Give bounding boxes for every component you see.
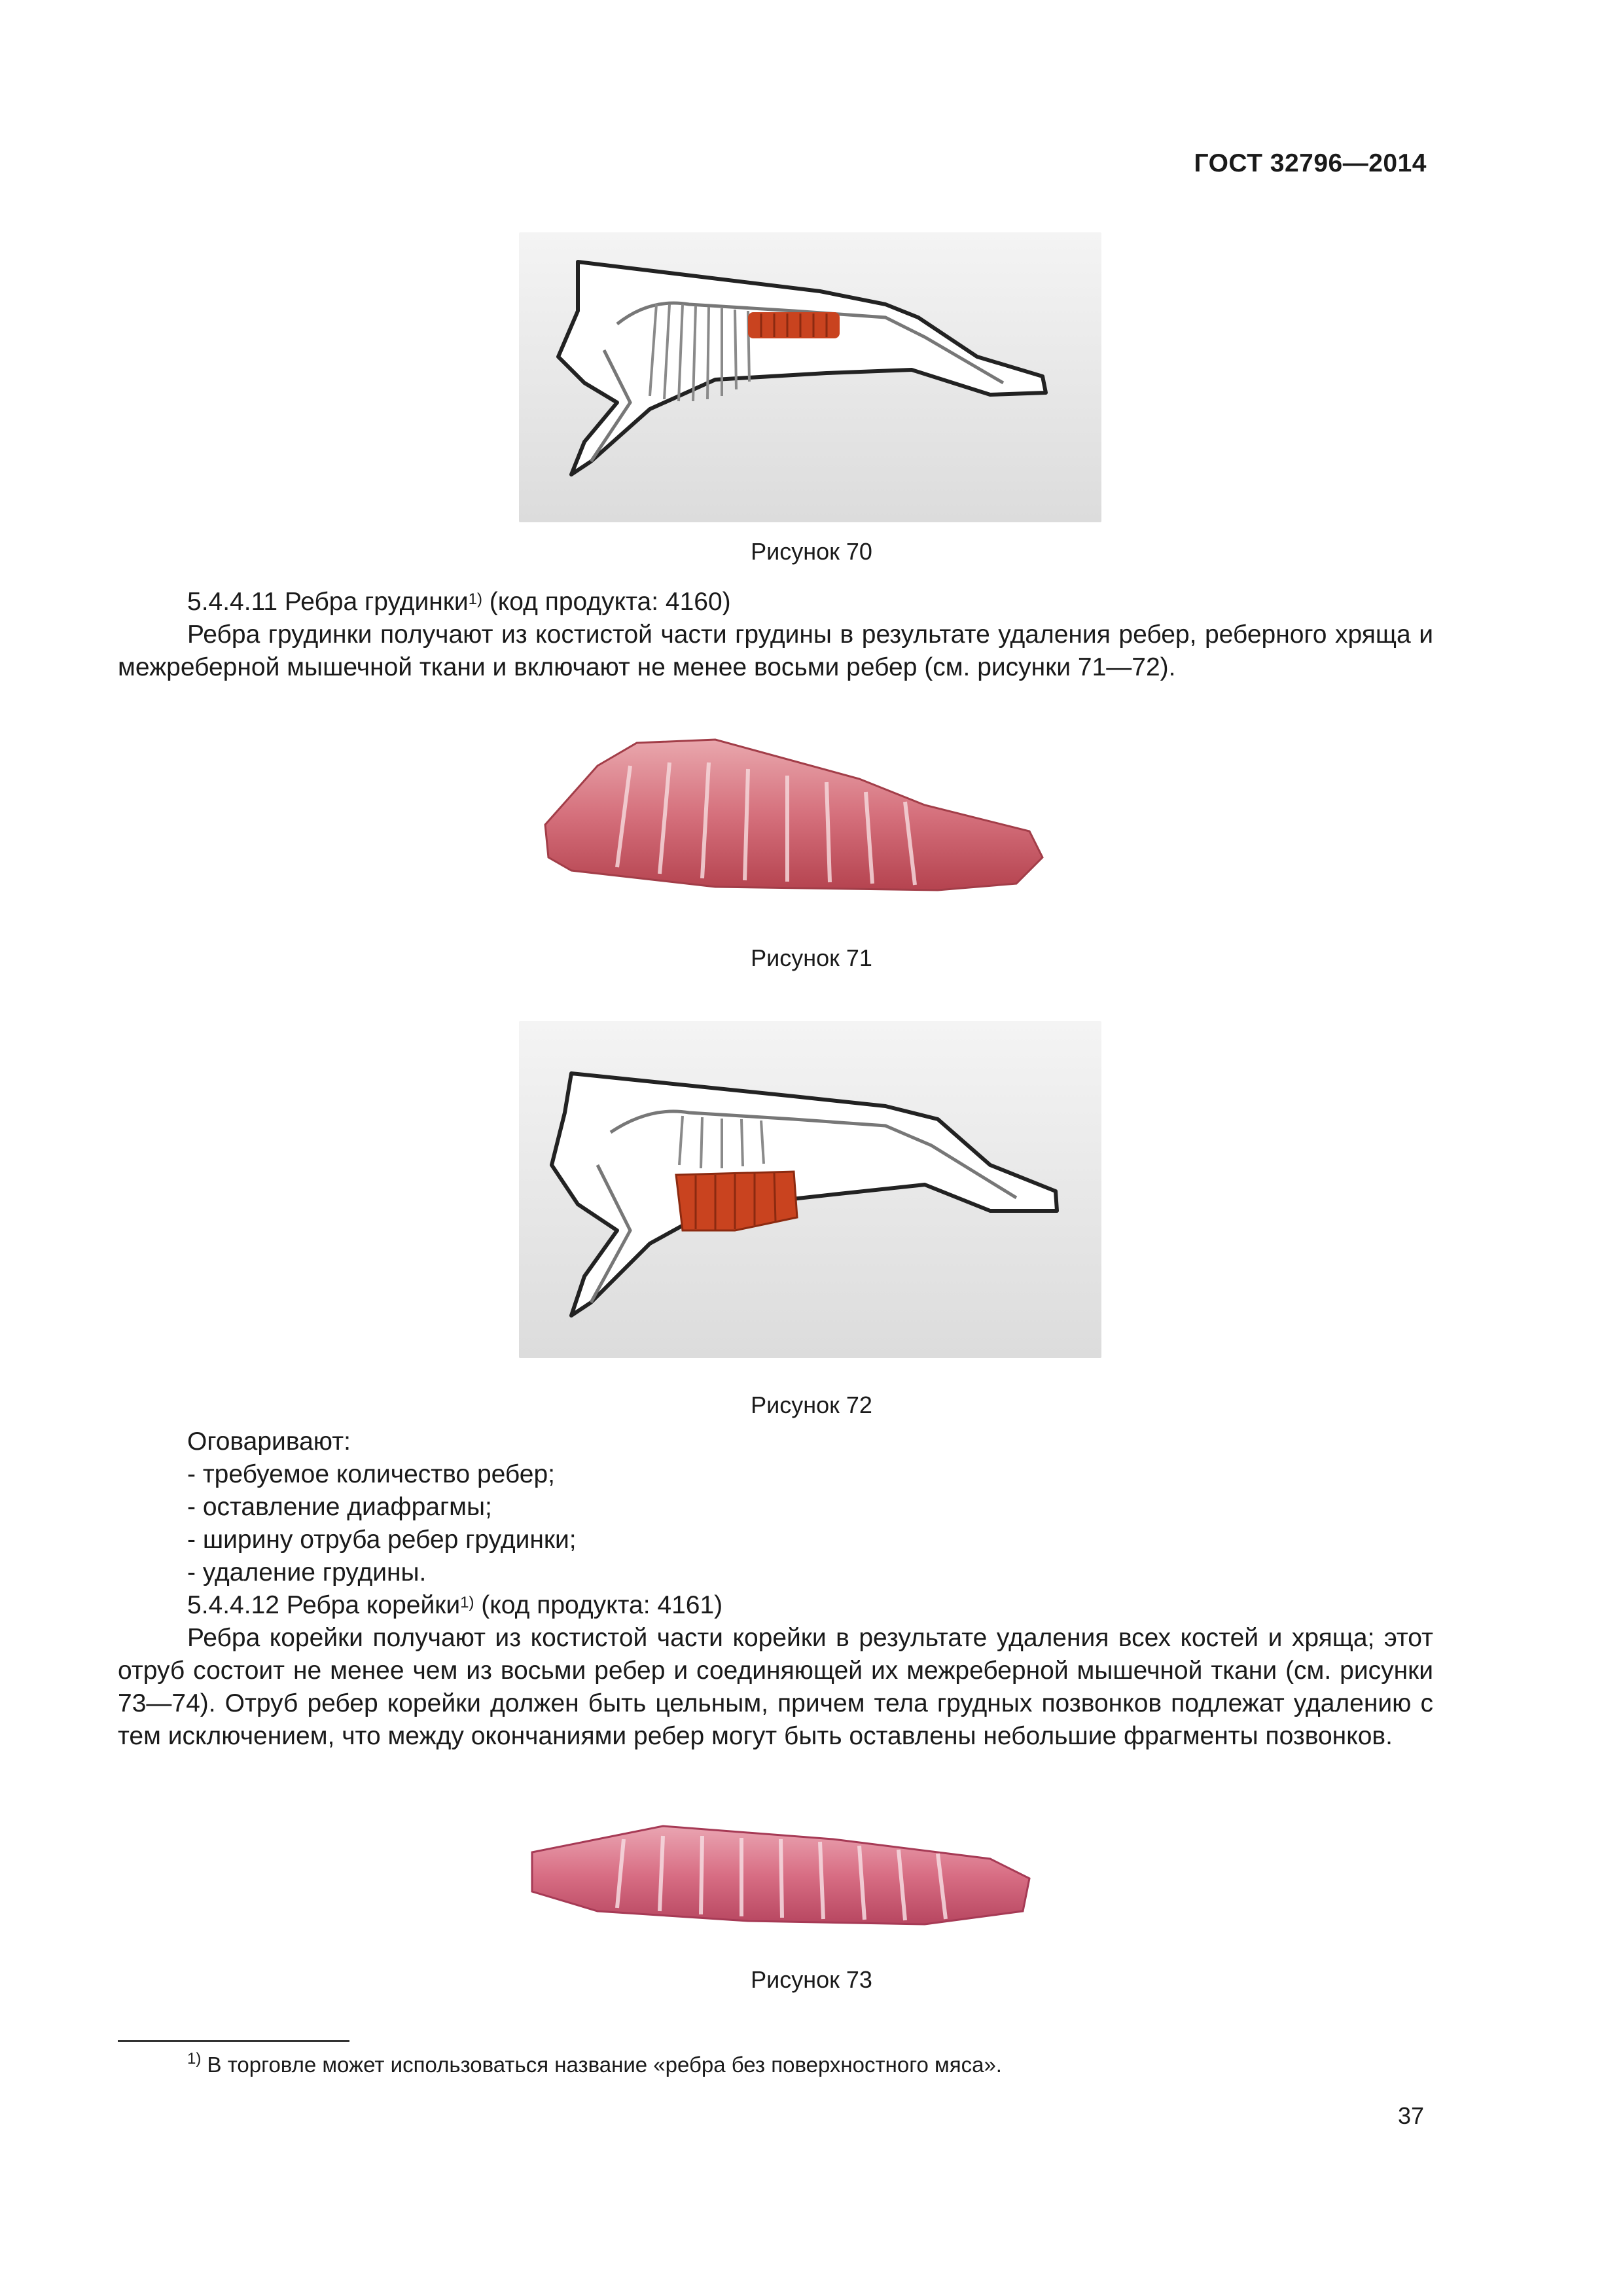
document-standard-number: ГОСТ 32796—2014 xyxy=(1194,149,1427,177)
page-number: 37 xyxy=(1397,2102,1424,2129)
figure-70-caption: Рисунок 70 xyxy=(751,538,872,565)
footnote: $^{1)}$ В торговле может использоваться название «ребра без поверхностного мяса». xyxy=(187,2050,1002,2077)
agreed-item: - ширину отруба ребер грудинки; xyxy=(187,1526,577,1554)
section-4160-paragraph: Ребра грудинки получают из костистой части грудины в результате удаления ребер, реберного хряща и межреберной мышечной ткани и включают не менее восьми ребер (см. рисунки 71—72). xyxy=(118,620,1433,681)
footnote-ref: 1) xyxy=(468,590,482,608)
agreed-item: - оставление диафрагмы; xyxy=(187,1493,492,1521)
agreed-item: - удаление грудины. xyxy=(187,1558,427,1587)
section-4160-heading: 5.4.4.11 Ребра грудинки$^{1)}$ (код продукта: 4160) xyxy=(187,588,731,616)
section-4161-heading: 5.4.4.12 Ребра корейки$^{1)}$ (код продукта: 4161) xyxy=(187,1591,723,1619)
figure-71-caption: Рисунок 71 xyxy=(751,944,872,971)
footnote-separator xyxy=(118,2040,349,2042)
figure-72-caption: Рисунок 72 xyxy=(751,1391,872,1418)
agreed-title: Оговаривают: xyxy=(187,1427,351,1456)
figure-73-caption: Рисунок 73 xyxy=(751,1966,872,1993)
figure-73-loin-ribs-photo xyxy=(519,1813,1036,1944)
agreed-item: - требуемое количество ребер; xyxy=(187,1460,555,1488)
footnote-mark: 1) xyxy=(187,2050,202,2068)
figure-70-carcass-diagram xyxy=(519,232,1101,522)
footnote-ref: 1) xyxy=(460,1594,474,1611)
figure-71-breast-ribs-photo xyxy=(519,726,1101,936)
section-4161-paragraph: Ребра корейки получают из костистой части корейки в результате удаления всех костей и хряща; этот отруб состоит не менее чем из восьми ребер и соединяющей их межреберной мышечной ткани (см. рисунки 73—74). Отруб ребер корейки должен быть цельным, причем тела грудных позвонков подлежат удалению с тем исключением, что между окончаниями ребер могут быть оставлены небольшие фрагменты позвонков. xyxy=(118,1624,1433,1750)
figure-72-carcass-diagram xyxy=(519,1021,1101,1358)
